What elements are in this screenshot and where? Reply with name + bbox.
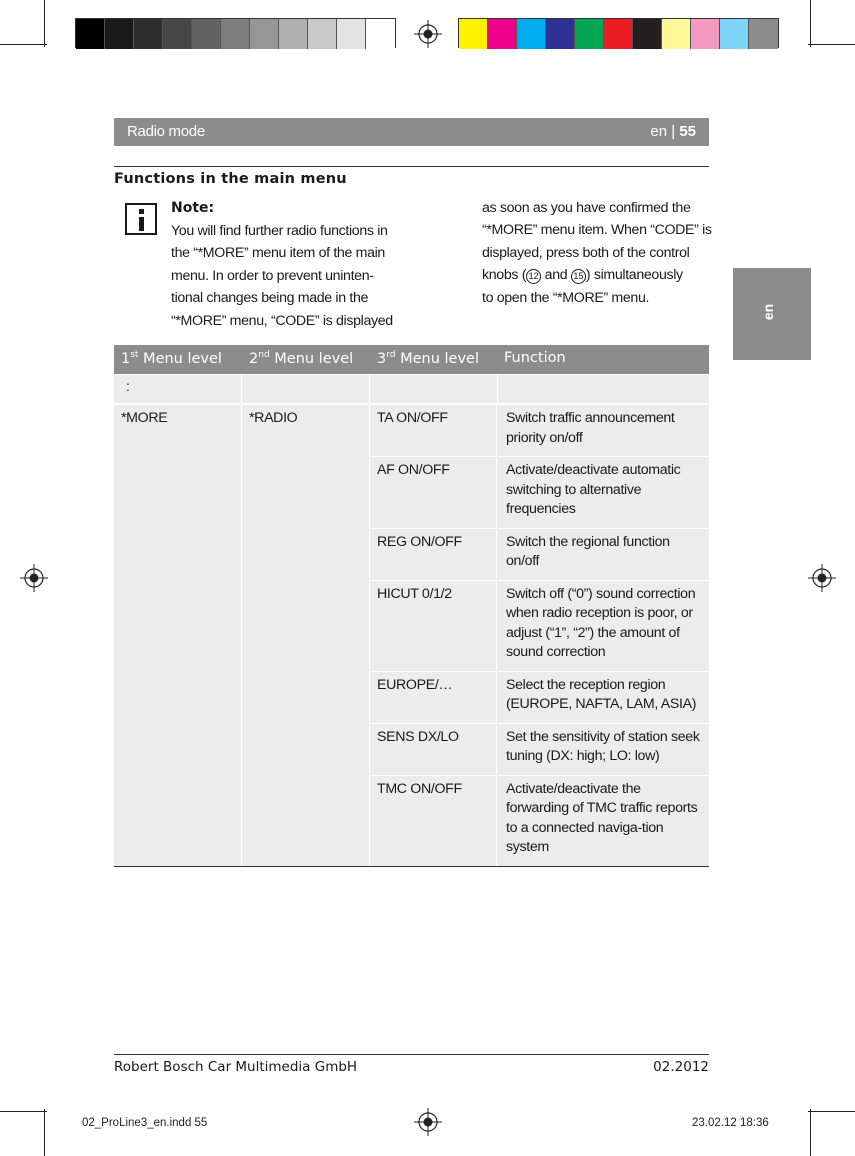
grayscale-color-bar: [75, 18, 396, 48]
level1-cell: *MORE: [114, 405, 241, 866]
cmyk-swatch: [720, 19, 749, 49]
footer-date: 02.2012: [653, 1059, 709, 1075]
level3-cell: REG ON/OFF: [370, 529, 497, 580]
sub-rows: [370, 405, 709, 866]
table-row: [370, 405, 709, 456]
header-level-1: 1st Menu level: [121, 350, 222, 367]
cmyk-swatch: [546, 19, 575, 49]
cmyk-swatch: [488, 19, 517, 49]
header-level-3: 3rd Menu level: [377, 350, 480, 367]
crop-mark: [810, 1109, 811, 1156]
table-bottom-rule: [114, 866, 709, 867]
section-title: Functions in the main menu: [114, 171, 347, 187]
table-row: [370, 529, 709, 580]
menu-table: [114, 345, 709, 867]
level3-cell: AF ON/OFF: [370, 457, 497, 528]
footer-company: Robert Bosch Car Multimedia GmbH: [114, 1059, 358, 1075]
knob-number-badge: 12: [526, 269, 541, 284]
function-cell: Set the sensitivity of station seek tuning (DX: high; LO: low): [506, 728, 700, 764]
info-icon: [125, 203, 157, 235]
function-cell: Select the reception region (EUROPE, NAFTA, LAM, ASIA): [506, 676, 697, 712]
gray-swatch: [308, 19, 337, 49]
table-row: [370, 581, 709, 671]
cmyk-swatch: [691, 19, 720, 49]
cmyk-swatch: [633, 19, 662, 49]
registration-mark-icon: [808, 564, 836, 592]
cmyk-swatch: [575, 19, 604, 49]
level3-cell: SENS DX/LO: [370, 724, 497, 775]
gray-swatch: [105, 19, 134, 49]
knob-number-badge: 15: [571, 269, 586, 284]
gray-swatch: [163, 19, 192, 49]
registration-mark-icon: [414, 20, 442, 48]
table-row: :: [114, 375, 709, 404]
level3-cell: TMC ON/OFF: [370, 776, 497, 866]
note-text-right: as soon as you have confirmed the “*MORE” menu item. When “CODE” is displayed, press both of the control knobs ( 12 and 15 ) simultaneously to open the “*MORE” menu.: [482, 200, 712, 306]
header-level-2: 2nd Menu level: [249, 350, 354, 367]
table-row: [370, 724, 709, 775]
table-row: [370, 672, 709, 723]
crop-mark: [0, 44, 47, 45]
crop-mark: [810, 0, 811, 47]
level3-cell: EUROPE/…: [370, 672, 497, 723]
gray-swatch: [76, 19, 105, 49]
gray-swatch: [134, 19, 163, 49]
crop-mark: [44, 1109, 45, 1156]
cmyk-swatch: [517, 19, 546, 49]
crop-mark: [808, 44, 855, 45]
cmyk-swatch: [749, 19, 778, 49]
footer-rule: [114, 1054, 709, 1055]
level2-cell: *RADIO: [242, 405, 369, 866]
language-side-tab: en: [733, 268, 811, 360]
registration-mark-icon: [414, 1108, 442, 1136]
cmyk-swatch: [604, 19, 633, 49]
section-name: Radio mode: [127, 123, 205, 140]
level3-cell: TA ON/OFF: [370, 405, 497, 456]
crop-mark: [44, 0, 45, 47]
function-cell: Activate/deactivate automatic switching to alternative frequencies: [506, 462, 681, 517]
level3-cell: HICUT 0/1/2: [370, 581, 497, 671]
cmyk-swatch: [662, 19, 691, 49]
table-header: [114, 345, 709, 374]
gray-swatch: [221, 19, 250, 49]
cmyk-color-bar: [458, 18, 779, 48]
function-cell: Activate/deactivate the forwarding of TMC traffic reports to a connected naviga-tion system: [506, 780, 698, 855]
title-rule: [114, 166, 709, 167]
header-function: Function: [504, 350, 566, 366]
gray-swatch: [279, 19, 308, 49]
registration-mark-icon: [20, 564, 48, 592]
gray-swatch: [337, 19, 366, 49]
slug-timestamp: 23.02.12 18:36: [692, 1117, 769, 1129]
function-cell: Switch off (“0”) sound correction when radio reception is poor, or adjust (“1”, “2”) the amount of sound correction: [506, 585, 696, 660]
note-text-left: You will find further radio functions in the “*MORE” menu item of the main menu. In order to prevent uninten- tional changes being made in the “*MORE” menu, “CODE” is displayed: [171, 223, 393, 329]
gray-swatch: [192, 19, 221, 49]
gray-swatch: [366, 19, 395, 49]
table-row: [370, 457, 709, 528]
gray-swatch: [250, 19, 279, 49]
crop-mark: [808, 1111, 855, 1112]
note-heading: Note:: [171, 200, 215, 216]
crop-mark: [0, 1111, 47, 1112]
slug-file: 02_ProLine3_en.indd 55: [82, 1117, 208, 1129]
running-header: [114, 118, 709, 146]
table-body: [114, 405, 709, 866]
cmyk-swatch: [459, 19, 488, 49]
page-number: en | 55: [650, 123, 696, 140]
function-cell: Switch traffic announcement priority on/off: [506, 410, 675, 446]
function-cell: Switch the regional function on/off: [506, 533, 670, 569]
table-row: [370, 776, 709, 866]
